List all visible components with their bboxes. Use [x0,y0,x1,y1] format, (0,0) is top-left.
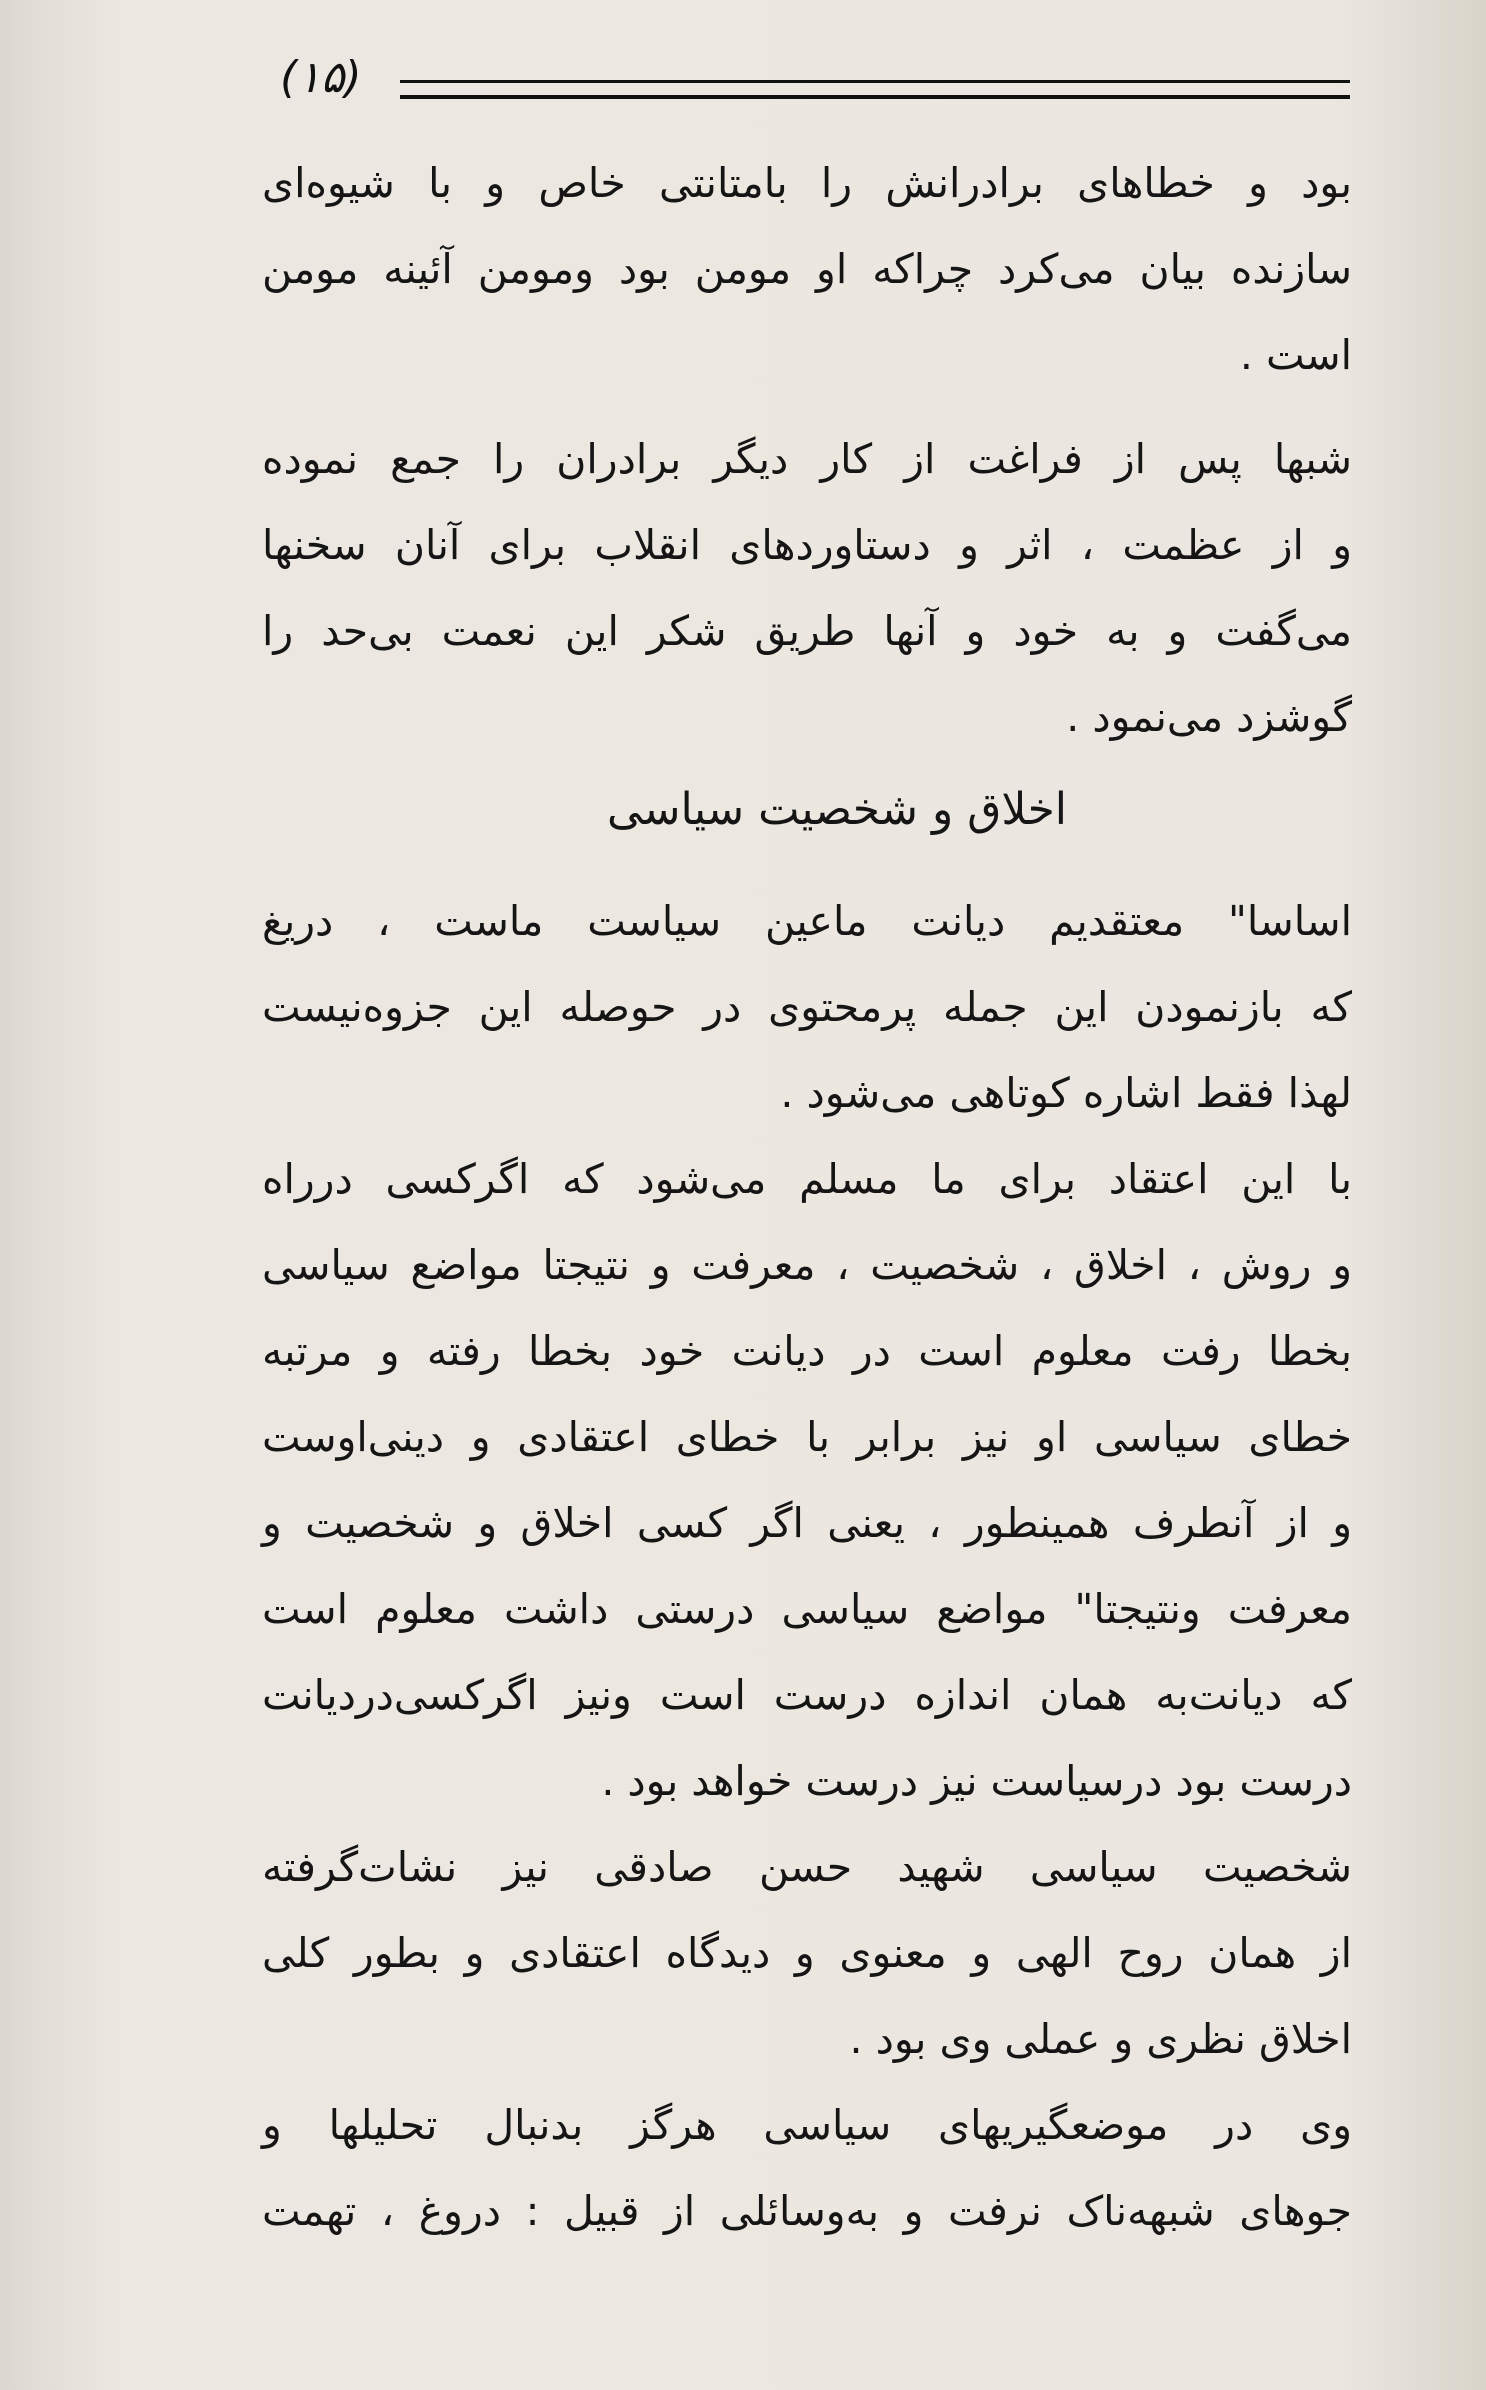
text-line: از همان روح الهی و معنوی و دیدگاه اعتقادی و بطور کلی [262,1929,1352,1977]
text-line: است . [1239,331,1352,379]
text-line: گوشزد می‌نمود . [1066,693,1352,741]
text-line: بود و خطاهای برادرانش را بامتانتی خاص و با شیوه‌ای [262,159,1352,207]
section-heading: اخلاق و شخصیت سیاسی [606,784,1068,835]
page-number: (۱۵) [280,52,362,103]
header-rule-thick [400,95,1350,99]
text-line: که بازنمودن این جمله پرمحتوی در حوصله این جزوه‌نیست [262,983,1352,1031]
text-line: بخطا رفت معلوم است در دیانت خود بخطا رفته و مرتبه [262,1327,1352,1375]
paragraph [262,1824,1352,2082]
text-line: سازنده بیان می‌کرد چراکه او مومن بود ومومن آئینه مومن [262,245,1352,293]
text-line: خطای سیاسی او نیز برابر با خطای اعتقادی و دینی‌اوست [262,1413,1352,1461]
paragraph [262,2082,1352,2254]
text-line: جوهای شبهه‌ناک نرفت و به‌وسائلی از قبیل : دروغ ، تهمت [262,2187,1352,2235]
paragraph [262,1136,1352,1824]
text-line: و از آنطرف همینطور ، یعنی اگر کسی اخلاق و شخصیت و [262,1499,1352,1547]
text-line: معرفت ونتیجتا" مواضع سیاسی درستی داشت معلوم است [262,1585,1352,1633]
text-line: شخصیت سیاسی شهید حسن صادقی نیز نشات‌گرفته [262,1843,1352,1891]
text-line: لهذا فقط اشاره کوتاهی می‌شود . [780,1069,1352,1117]
text-line: با این اعتقاد برای ما مسلم می‌شود که اگرکسی درراه [262,1155,1352,1203]
header-rule-thin [400,80,1350,83]
text-line: وی در موضعگیریهای سیاسی هرگز بدنبال تحلیلها و [262,2101,1352,2149]
text-line: اساسا" معتقدیم دیانت ماعین سیاست ماست ، دریغ [262,897,1352,945]
page-body [262,140,1352,2254]
paragraph [262,416,1352,760]
text-line: شبها پس از فراغت از کار دیگر برادران را جمع نموده [262,435,1352,483]
page-header [270,50,1350,120]
paragraph [262,878,1352,1136]
text-line: و روش ، اخلاق ، شخصیت ، معرفت و نتیجتا مواضع سیاسی [262,1241,1352,1289]
text-line: درست بود درسیاست نیز درست خواهد بود . [601,1757,1352,1805]
paragraph [262,140,1352,398]
text-line: که دیانت‌به همان اندازه درست است ونیز اگرکسی‌دردیانت [262,1671,1352,1719]
text-line: می‌گفت و به خود و آنها طریق شکر این نعمت بی‌حد را [262,607,1352,655]
text-line: اخلاق نظری و عملی وی بود . [849,2015,1352,2063]
text-line: و از عظمت ، اثر و دستاوردهای انقلاب برای آنان سخنها [262,521,1352,569]
